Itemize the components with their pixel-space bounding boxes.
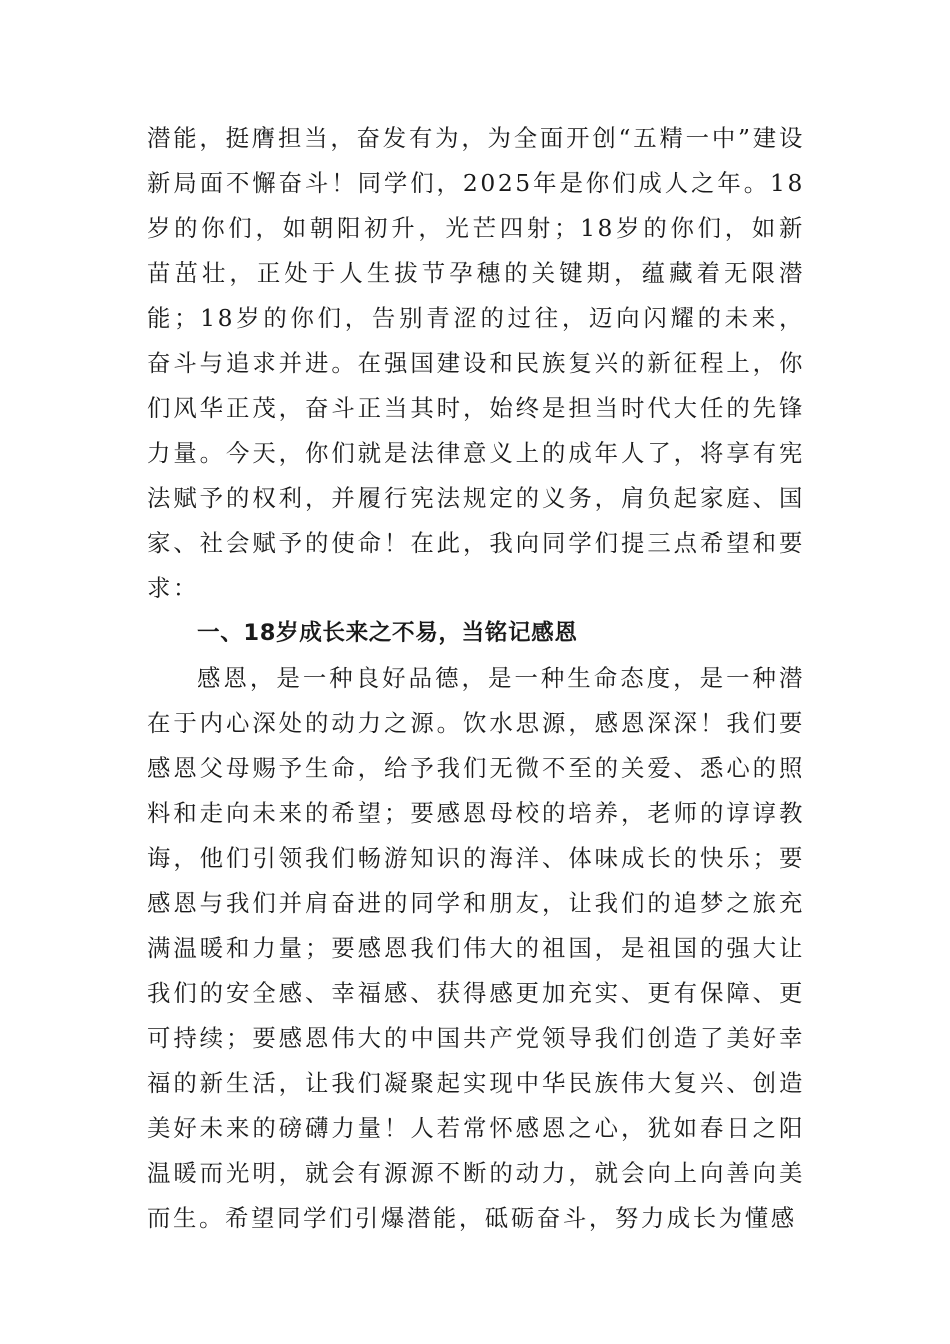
section-paragraph: 感恩，是一种良好品德，是一种生命态度，是一种潜在于内心深处的动力之源。饮水思源，感恩深深！我们要感恩父母赐予生命，给予我们无微不至的关爱、悉心的照料和走向未来的希望；要感恩母校的培养，老师的谆谆教诲，他们引领我们畅游知识的海洋、体味成长的快乐；要感恩与我们并肩奋进的同学和朋友，让我们的追梦之旅充满温暖和力量；要感恩我们伟大的祖国，是祖国的强大让我们的安全感、幸福感、获得感更加充实、更有保障、更可持续；要感恩伟大的中国共产党领导我们创造了美好幸福的新生活，让我们凝聚起实现中华民族伟大复兴、创造美好未来的磅礴力量！人若常怀感恩之心，犹如春日之阳温暖而光明，就会有源源不断的动力，就会向上向善向美而生。希望同学们引爆潜能，砥砺奋斗，努力成长为懂感 xyxy=(147,664,805,1232)
intro-paragraph: 潜能，挺膺担当，奋发有为，为全面开创“五精一中”建设新局面不懈奋斗！同学们，2025年是你们成人之年。18岁的你们，如朝阳初升，光芒四射；18岁的你们，如新苗茁壮，正处于人生拔节孕穗的关键期，蕴藏着无限潜能；18岁的你们，告别青涩的过往，迈向闪耀的未来，奋斗与追求并进。在强国建设和民族复兴的新征程上，你们风华正茂，奋斗正当其时，始终是担当时代大任的先锋力量。今天，你们就是法律意义上的成年人了，将享有宪法赋予的权利，并履行宪法规定的义务，肩负起家庭、国家、社会赋予的使命！在此，我向同学们提三点希望和要求： xyxy=(147,124,805,602)
document-body xyxy=(147,116,805,1241)
section-heading: 一、18岁成长来之不易，当铭记感恩 xyxy=(197,620,578,646)
